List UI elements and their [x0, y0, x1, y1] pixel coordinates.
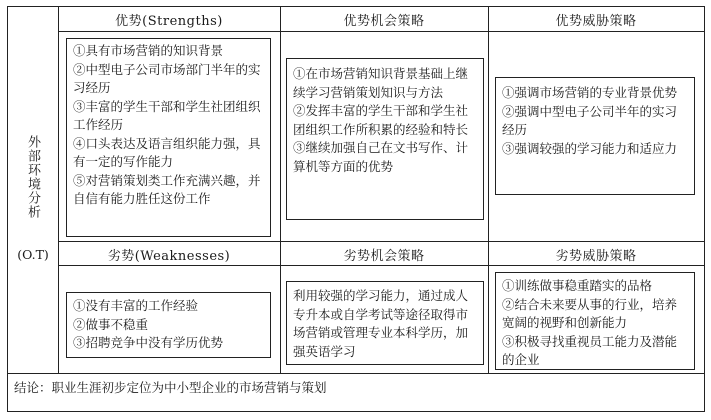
list-item: ①没有丰富的工作经验 [73, 298, 199, 313]
header-strengths: 优势(Strengths) [115, 14, 223, 29]
list-item: ②发挥丰富的学生干部和学生社团组织工作所积累的经验和特长 [293, 103, 469, 137]
side-label-vertical: 外部环境分析 [25, 135, 40, 219]
header-strength-threat: 优势威胁策略 [555, 14, 637, 29]
list-item: ②中型电子公司市场部门半年的实习经历 [73, 61, 261, 95]
strength-threat-box [495, 77, 695, 195]
list-item: ⑤对营销策划类工作充满兴趣，并自信有能力胜任这份工作 [73, 172, 261, 206]
weakness-threat-box [495, 272, 695, 370]
strengths-box [66, 38, 271, 237]
divider [58, 31, 704, 32]
list-item: ③招聘竞争中没有学历优势 [73, 335, 224, 350]
list-item: ③丰富的学生干部和学生社团组织工作经历 [73, 98, 261, 132]
swot-table [7, 6, 705, 412]
list-item: ②做事不稳重 [73, 316, 149, 332]
list-item: ③积极寻找重视员工能力及潜能的企业 [502, 333, 678, 367]
list-item: ①强调市场营销的专业背景优势 [502, 85, 678, 100]
divider [58, 241, 704, 242]
divider [58, 265, 704, 266]
divider [280, 7, 281, 373]
divider [58, 7, 59, 373]
list-item: ①具有市场营销的知识背景 [73, 43, 224, 58]
conclusion: 结论：职业生涯初步定位为中小型企业的市场营销与策划 [14, 380, 327, 395]
divider [488, 7, 489, 373]
header-weakness-opportunity: 劣势机会策略 [343, 249, 425, 264]
strength-opportunity-box [286, 58, 484, 220]
weakness-opportunity-box [286, 281, 484, 365]
side-label-ot: (O.T) [17, 247, 49, 262]
list-item: ③强调较强的学习能力和适应力 [502, 140, 678, 156]
list-item: ②强调中型电子公司半年的实习经历 [502, 103, 678, 137]
paragraph: 利用较强的学习能力，通过成人专升本或自学考试等途径取得市场营销或管理专业本科学历，加强英语学习 [293, 288, 469, 359]
header-strength-opportunity: 优势机会策略 [343, 14, 425, 29]
list-item: ①训练做事稳重踏实的品格 [502, 278, 653, 293]
list-item: ④口头表达及语言组织能力强，具有一定的写作能力 [73, 135, 261, 169]
external-analysis-label [8, 7, 58, 373]
header-weakness-threat: 劣势威胁策略 [555, 249, 637, 264]
weaknesses-box [66, 292, 271, 358]
header-weaknesses: 劣势(Weaknesses) [107, 249, 231, 264]
list-item: ③继续加强自己在文书写作、计算机等方面的优势 [293, 140, 469, 174]
list-item: ①在市场营销知识背景基础上继续学习营销策划知识与方法 [293, 66, 469, 100]
list-item: ②结合未来要从事的行业，培养宽阔的视野和创新能力 [502, 296, 678, 330]
divider [8, 373, 704, 374]
